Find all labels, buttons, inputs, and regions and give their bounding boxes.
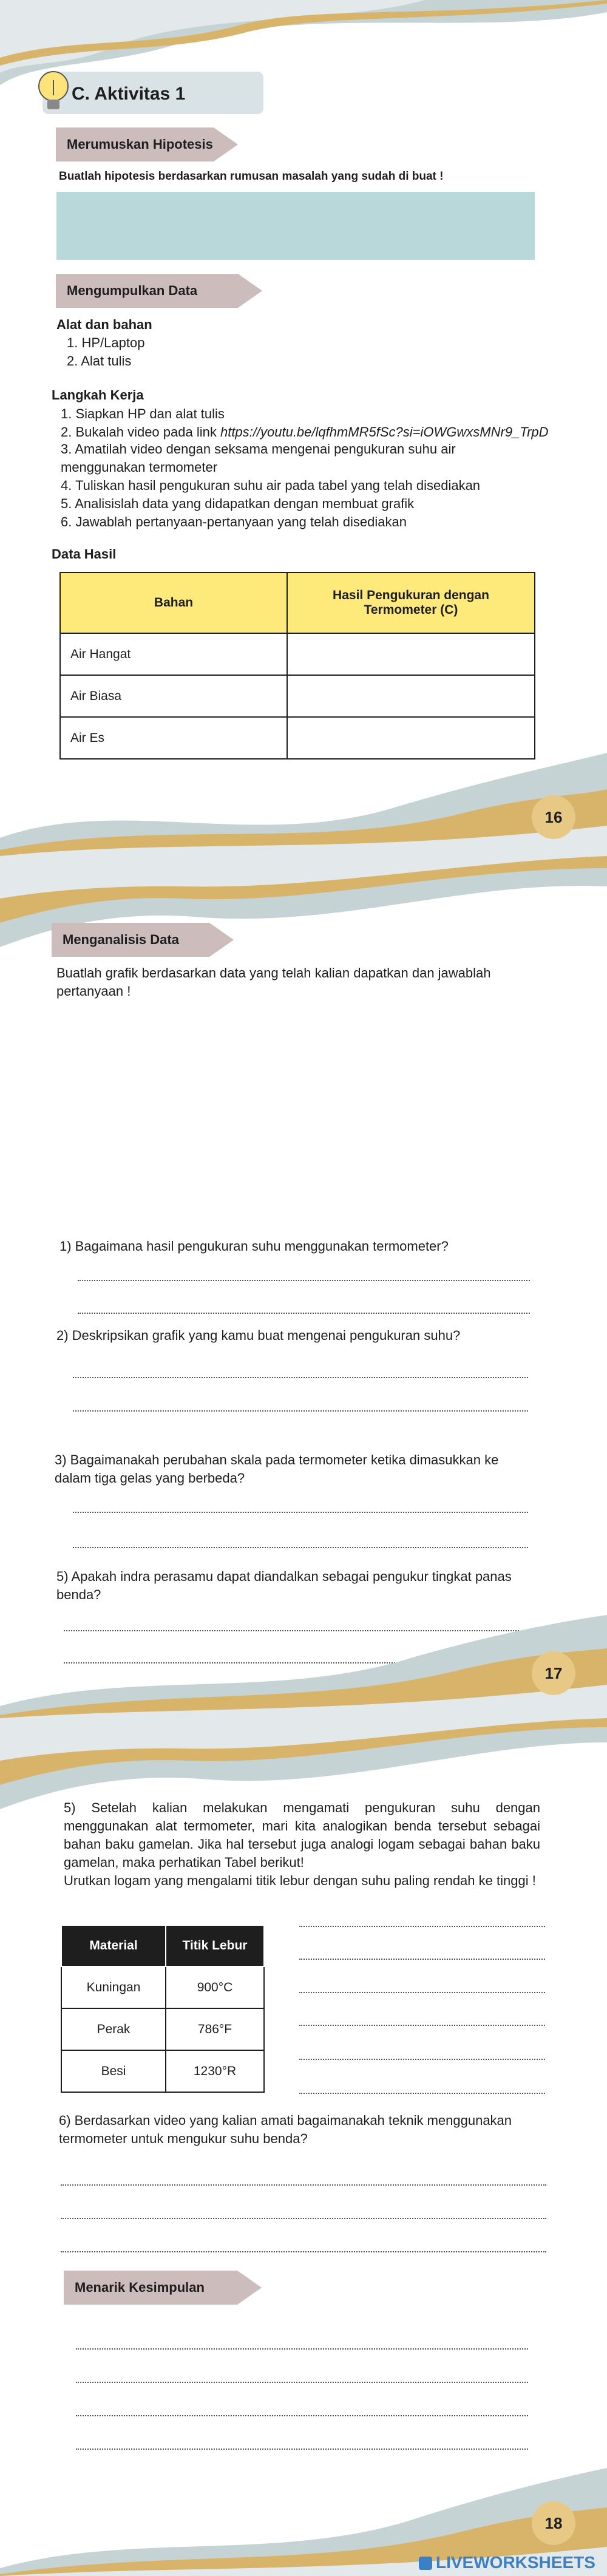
- top-wave-decoration: [0, 1718, 607, 1809]
- answer-line[interactable]: [299, 1959, 545, 1960]
- results-row-label: Air Hangat: [60, 633, 287, 675]
- hypothesis-instruction: Buatlah hipotesis berdasarkan rumusan masalah yang sudah di buat !: [59, 170, 444, 183]
- results-input-cell[interactable]: [287, 675, 535, 717]
- hypothesis-answer-box[interactable]: [56, 192, 535, 260]
- melt-header-point: Titik Lebur: [166, 1925, 264, 1966]
- liveworksheets-watermark: [419, 2553, 595, 2575]
- activity-title: C. Aktivitas 1: [72, 84, 186, 104]
- tool-item: 2. Alat tulis: [67, 353, 132, 369]
- melt-material: Perak: [61, 2008, 166, 2050]
- graph-drawing-area[interactable]: [56, 1008, 535, 1226]
- results-row-label: Air Es: [60, 717, 287, 759]
- page-number: 17: [532, 1651, 575, 1695]
- results-row-label: Air Biasa: [60, 675, 287, 717]
- question-1: 1) Bagaimana hasil pengukuran suhu menggunakan termometer?: [59, 1239, 449, 1254]
- melt-material: Kuningan: [61, 1966, 166, 2008]
- answer-line[interactable]: [78, 1280, 530, 1281]
- results-heading: Data Hasil: [52, 546, 117, 562]
- results-header-material: Bahan: [60, 573, 287, 633]
- conclusion-tab: Menarik Kesimpulan: [64, 2271, 237, 2305]
- results-input-cell[interactable]: [287, 633, 535, 675]
- question-5-task: Urutkan logam yang mengalami titik lebur dengan suhu paling rendah ke tinggi !: [64, 1873, 536, 1888]
- answer-line[interactable]: [61, 2218, 546, 2219]
- answer-line[interactable]: [76, 2449, 528, 2450]
- page-number: 18: [532, 2501, 575, 2545]
- melt-header-material: Material: [61, 1925, 166, 1966]
- steps-heading: Langkah Kerja: [52, 387, 144, 403]
- liveworksheets-logo-icon: [419, 2557, 432, 2570]
- melt-material: Besi: [61, 2050, 166, 2092]
- step-item: 3. Amatilah video dengan seksama mengenai pengukuran suhu air menggunakan termometer: [61, 441, 456, 475]
- answer-line[interactable]: [73, 1512, 528, 1513]
- melt-point: 1230°R: [166, 2050, 264, 2092]
- answer-line[interactable]: [299, 1926, 545, 1927]
- bottom-wave-decoration: [0, 753, 607, 856]
- analyze-data-tab: Menganalisis Data: [52, 923, 209, 957]
- tools-heading: Alat dan bahan: [56, 317, 152, 332]
- answer-line[interactable]: [76, 2415, 528, 2416]
- answer-line[interactable]: [76, 2348, 528, 2350]
- page-number: 16: [532, 795, 575, 839]
- watermark-text: LIVEWORKSHEETS: [436, 2553, 595, 2572]
- answer-line[interactable]: [299, 2059, 545, 2060]
- step-item: 5. Analisislah data yang didapatkan dengan membuat grafik: [61, 496, 415, 511]
- step-item-link: [61, 423, 549, 441]
- answer-line[interactable]: [73, 1377, 528, 1378]
- answer-line[interactable]: [299, 2093, 545, 2094]
- answer-line[interactable]: [73, 1547, 528, 1548]
- step-item: 1. Siapkan HP dan alat tulis: [61, 406, 225, 421]
- melt-point: 900°C: [166, 1966, 264, 2008]
- question-3: 3) Bagaimanakah perubahan skala pada termometer ketika dimasukkan ke dalam tiga gelas yang berbeda?: [55, 1452, 499, 1486]
- tool-item: 1. HP/Laptop: [67, 335, 145, 350]
- question-5: 5) Setelah kalian melakukan mengamati pengukuran suhu dengan menggunakan alat termometer, mari kita analogikan benda tersebut sebagai bahan baku gamelan. Jika hal tersebut juga analogi logam sebagai bahan baku gamelan, maka perhatikan Tabel berikut!: [64, 1800, 540, 1870]
- answer-line[interactable]: [299, 1992, 545, 1993]
- step-item: 4. Tuliskan hasil pengukuran suhu air pada tabel yang telah disediakan: [61, 478, 481, 493]
- bottom-wave-decoration: [0, 1615, 607, 1718]
- collect-data-tab: Mengumpulkan Data: [56, 274, 238, 308]
- answer-line[interactable]: [299, 2025, 545, 2026]
- answer-line[interactable]: [78, 1313, 530, 1314]
- question-4: 5) Apakah indra perasamu dapat diandalkan sebagai pengukur tingkat panas benda?: [56, 1569, 512, 1602]
- step-text: 2. Bukalah video pada link: [61, 424, 220, 440]
- answer-line[interactable]: [73, 1410, 528, 1412]
- step-item: 6. Jawablah pertanyaan-pertanyaan yang telah disediakan: [61, 514, 407, 529]
- results-header-measurement: Hasil Pengukuran dengan Termometer (C): [287, 573, 535, 633]
- answer-line[interactable]: [61, 2251, 546, 2252]
- question-6: 6) Berdasarkan video yang kalian amati bagaimanakah teknik menggunakan termometer untuk mengukur suhu benda?: [59, 2113, 512, 2146]
- melt-point: 786°F: [166, 2008, 264, 2050]
- hypothesis-tab: Merumuskan Hipotesis: [56, 127, 214, 161]
- question-2: 2) Deskripsikan grafik yang kamu buat mengenai pengukuran suhu?: [56, 1328, 461, 1343]
- answer-line[interactable]: [61, 2184, 546, 2186]
- lightbulb-icon: [35, 68, 72, 117]
- video-link[interactable]: https://youtu.be/lqfhmMR5fSc?si=iOWGwxsMNr9_TrpD: [220, 424, 549, 440]
- analyze-instruction: Buatlah grafik berdasarkan data yang telah kalian dapatkan dan jawablah pertanyaan !: [56, 965, 491, 999]
- results-table: [59, 572, 535, 760]
- melting-point-table: [61, 1925, 265, 2093]
- answer-line[interactable]: [76, 2382, 528, 2383]
